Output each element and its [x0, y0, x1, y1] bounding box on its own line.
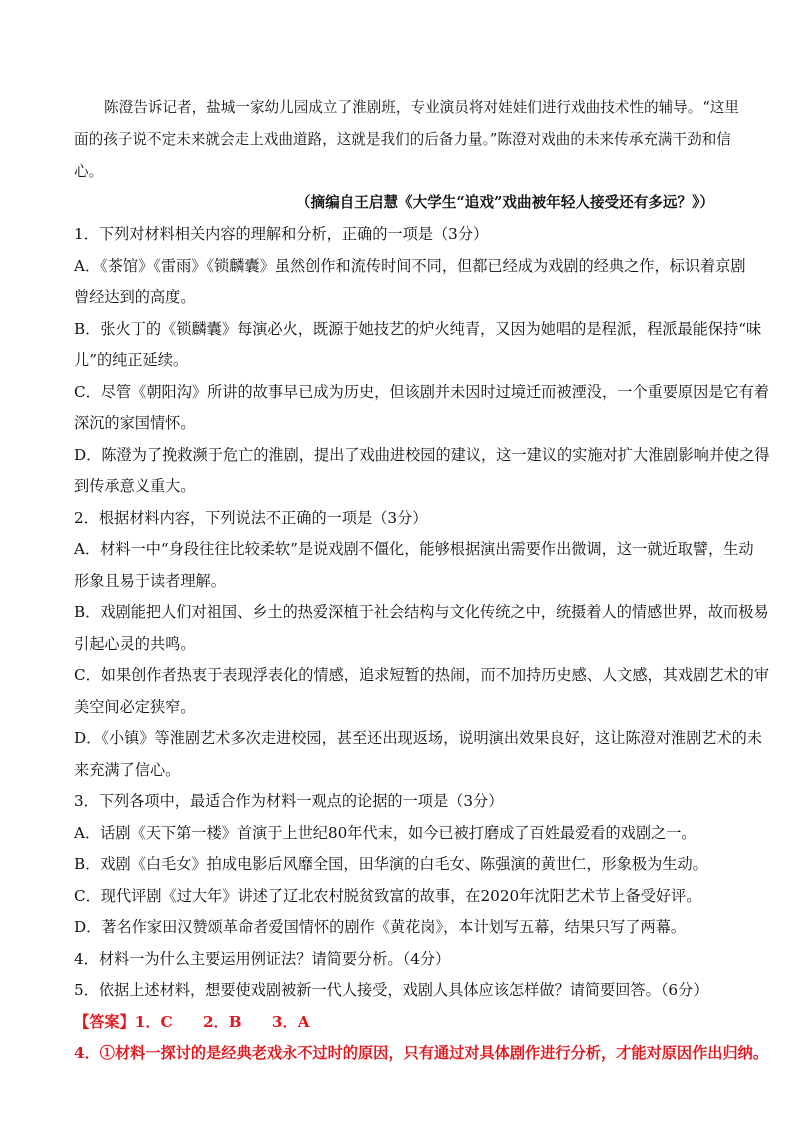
passage-source: （摘编自王启慧《大学生“追戏”戏曲被年轻人接受还有多远？》） [295, 194, 714, 211]
question-1-stem: 1．下列对材料相关内容的理解和分析，正确的一项是（3分） [74, 225, 489, 243]
passage-line-2: 面的孩子说不定未来就会走上戏曲道路，这就是我们的后备力量。”陈澄对戏曲的未来传承充满干劲和信 [74, 131, 731, 148]
question-2-option-c: C．如果创作者热衷于表现浮表化的情感，追求短暂的热闹，而不加持历史感、人文感，其戏剧艺术的审 [74, 666, 770, 684]
question-1-option-a: A．《茶馆》《雷雨》《锁麟囊》虽然创作和流传时间不同，但都已经成为戏剧的经典之作，标识着京剧 [74, 257, 746, 275]
question-1-option-d-cont: 到传承意义重大。 [74, 477, 196, 495]
passage-line-3: 心。 [74, 163, 104, 180]
question-4-stem: 4．材料一为什么主要运用例证法？请简要分析。（4分） [74, 950, 451, 968]
question-2-option-a: A．材料一中“身段往往比较柔软”是说戏剧不僵化，能够根据演出需要作出微调，这一就近取譬，生动 [74, 540, 754, 558]
question-2-option-c-cont: 美空间必定狭窄。 [74, 698, 196, 716]
question-2-stem: 2．根据材料内容，下列说法不正确的一项是（3分） [74, 509, 428, 527]
answer-line [74, 1012, 309, 1032]
answer-label: 【答案】 [74, 1013, 135, 1031]
question-5-stem: 5．依据上述材料，想要使戏剧被新一代人接受，戏剧人具体应该怎样做？请简要回答。（6分） [74, 981, 709, 999]
question-3-option-d: D．著名作家田汉赞颂革命者爱国情怀的剧作《黄花岗》，本计划写五幕，结果只写了两幕。 [74, 918, 687, 936]
question-3-option-c: C．现代评剧《过大年》讲述了辽北农村脱贫致富的故事，在2020年沈阳艺术节上备受好评。 [74, 887, 702, 905]
answer-4: 4．①材料一探讨的是经典老戏永不过时的原因，只有通过对具体剧作进行分析，才能对原因作出归纳。 [74, 1044, 769, 1062]
question-3-stem: 3．下列各项中，最适合作为材料一观点的论据的一项是（3分） [74, 792, 504, 810]
question-1-option-d: D．陈澄为了挽救濒于危亡的淮剧，提出了戏曲进校园的建议，这一建议的实施对扩大淮剧影响并使之得 [74, 446, 770, 464]
question-3-option-a: A．话剧《天下第一楼》首演于上世纪80年代末，如今已被打磨成了百姓最爱看的戏剧之一。 [74, 824, 697, 842]
question-1-option-a-cont: 曾经达到的高度。 [74, 288, 196, 306]
question-2-option-d-cont: 来充满了信心。 [74, 761, 181, 779]
question-1-option-c: C．尽管《朝阳沟》所讲的故事早已成为历史，但该剧并未因时过境迁而被湮没，一个重要原因是它有着 [74, 383, 770, 401]
question-1-option-b: B．张火丁的《锁麟囊》每演必火，既源于她技艺的炉火纯青，又因为她唱的是程派，程派最能保持“味 [74, 320, 762, 338]
question-2-option-a-cont: 形象且易于读者理解。 [74, 572, 226, 590]
question-2-option-b: B．戏剧能把人们对祖国、乡土的热爱深植于社会结构与文化传统之中，统摄着人的情感世界，故而极易 [74, 603, 769, 621]
question-2-option-d: D．《小镇》等淮剧艺术多次走进校园，甚至还出现返场，说明演出效果良好，这让陈澄对淮剧艺术的未 [74, 729, 763, 747]
question-1-option-c-cont: 深沉的家国情怀。 [74, 414, 196, 432]
question-2-option-b-cont: 引起心灵的共鸣。 [74, 635, 196, 653]
question-1-option-b-cont: 儿”的纯正延续。 [74, 351, 189, 369]
passage-line-1: 陈澄告诉记者，盐城一家幼儿园成立了淮剧班，专业演员将对娃娃们进行戏曲技术性的辅导。“这里 [104, 99, 739, 116]
question-3-option-b: B．戏剧《白毛女》拍成电影后风靡全国，田华演的白毛女、陈强演的黄世仁，形象极为生动。 [74, 855, 708, 873]
answer-choices: 1．C 2．B 3．A [134, 1013, 310, 1031]
